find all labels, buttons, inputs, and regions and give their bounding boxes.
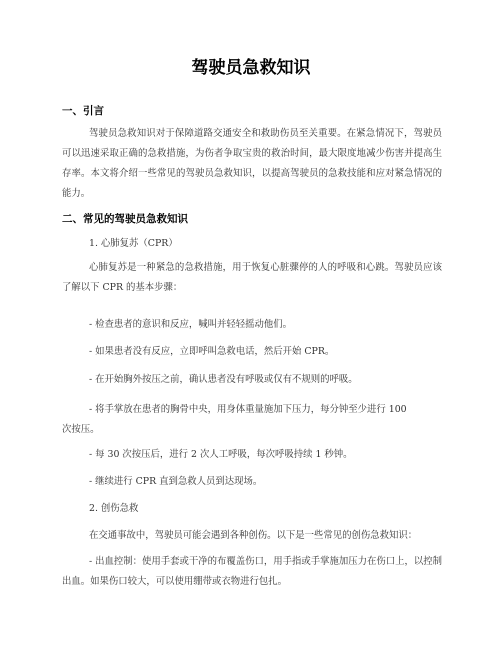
cpr-intro-paragraph: 心肺复苏是一种紧急的急救措施，用于恢复心脏骤停的人的呼吸和心跳。驾驶员应该了解以下 CPR 的基本步骤： — [62, 262, 442, 293]
document-title: 驾驶员急救知识 — [191, 58, 311, 78]
list-item: - 在开始胸外按压之前，确认患者没有呼吸或仅有不规则的呼吸。 — [89, 374, 358, 385]
trauma-intro-paragraph: 在交通事故中，驾驶员可能会遇到各种创伤。以下是一些常见的创伤急救知识： — [89, 530, 418, 541]
list-item: - 每 30 次按压后，进行 2 次人工呼吸，每次呼吸持续 1 秒钟。 — [89, 449, 353, 460]
list-item: - 检查患者的意识和反应，喊叫并轻轻摇动他们。 — [89, 319, 293, 330]
subsection-title-cpr: 1. 心肺复苏（CPR） — [89, 238, 178, 249]
list-item: - 继续进行 CPR 直到急救人员到达现场。 — [89, 476, 263, 487]
subsection-title-trauma-first-aid: 2. 创伤急救 — [89, 503, 139, 514]
introduction-paragraph: 驾驶员急救知识对于保障道路交通安全和救助伤员至关重要。在紧急情况下，驾驶员可以迅速采取正确的急救措施，为伤者争取宝贵的救治时间，最大限度地减少伤害并提高生存率。本文将介绍一些常见的驾驶员急救知识，以提高驾驶员的急救技能和应对紧急情况的能力。 — [62, 128, 442, 199]
list-item: - 将手掌放在患者的胸骨中央，用身体重量施加下压力，每分钟至少进行 100 次按压。 — [62, 404, 407, 435]
list-item: - 出血控制：使用手套或干净的布覆盖伤口，用手指或手掌施加压力在伤口上，以控制出血。如果伤口较大，可以使用绷带或衣物进行包扎。 — [62, 556, 443, 587]
list-item: - 如果患者没有反应，立即呼叫急救电话，然后开始 CPR。 — [89, 346, 335, 357]
section-heading-introduction: 一、引言 — [62, 105, 104, 117]
section-heading-first-aid-knowledge: 二、常见的驾驶员急救知识 — [62, 213, 188, 225]
